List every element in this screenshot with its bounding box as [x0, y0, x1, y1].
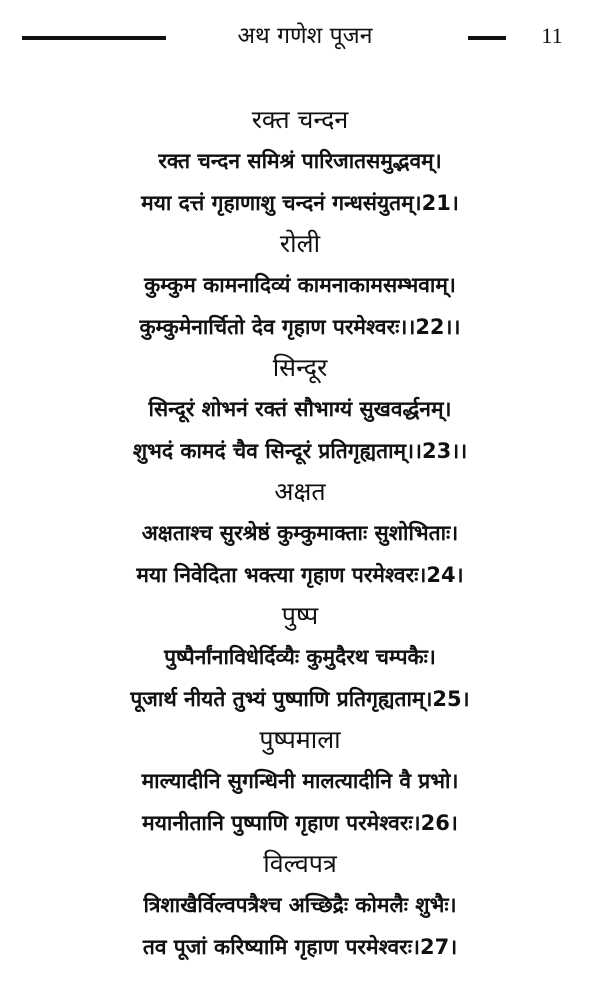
- verse-line: तव पूजां करिष्यामि गृहाण परमेश्वरः।27।: [142, 935, 458, 959]
- page-content: [0, 100, 600, 968]
- verse-line: पुष्पैर्नांनाविधेर्दिव्यैः कुमुदैरथ चम्पकैः।: [164, 645, 436, 669]
- section-pushp: [0, 596, 600, 720]
- section-roli: [0, 224, 600, 348]
- verse-line: कुम्कुमेनार्चितो देव गृहाण परमेश्वरः।।22।।: [139, 315, 461, 339]
- running-title: अथ गणेश पूजन: [237, 23, 373, 49]
- header-rule-left: [22, 36, 166, 40]
- section-vilvapatra: [0, 844, 600, 968]
- verse-line: शुभदं कामदं चैव सिन्दूरं प्रतिगृह्यताम्।।23।।: [132, 439, 468, 463]
- verse-line: त्रिशाखैर्विल्वपत्रैश्च अच्छिद्रैः कोमलैः शुभैः।: [143, 893, 457, 917]
- verse-line: पूजार्थ नीयते तुभ्यं पुष्पाणि प्रतिगृह्यताम्।25।: [130, 687, 470, 711]
- section-akshat: [0, 472, 600, 596]
- section-heading: रोली: [279, 229, 321, 258]
- section-heading: सिन्दूर: [272, 353, 328, 382]
- section-sindoor: [0, 348, 600, 472]
- verse-line: मया दत्तं गृहाणाशु चन्दनं गन्धसंयुतम्।21।: [141, 191, 459, 215]
- verse-line: कुम्कुम कामनादिव्यं कामनाकामसम्भवाम्।: [144, 273, 456, 297]
- verse-line: रक्त चन्दन समिश्रं पारिजातसमुद्भवम्।: [158, 149, 442, 173]
- section-heading: पुष्पमाला: [259, 725, 341, 754]
- verse-line: सिन्दूरं शोभनं रक्तं सौभाग्यं सुखवर्द्धनम्।: [148, 397, 452, 421]
- section-heading: अक्षत: [274, 477, 326, 506]
- verse-line: माल्यादीनि सुगन्धिनी मालत्यादीनि वै प्रभो।: [141, 769, 459, 793]
- header-rule-right: [468, 36, 506, 40]
- section-pushpmala: [0, 720, 600, 844]
- page-header: [0, 14, 600, 58]
- section-heading: पुष्प: [281, 601, 319, 630]
- section-rakta-chandan: [0, 100, 600, 224]
- verse-line: मया निवेदिता भक्त्या गृहाण परमेश्वरः।24।: [136, 563, 464, 587]
- section-heading: रक्त चन्दन: [251, 105, 349, 134]
- page-number: 11: [541, 23, 563, 48]
- verse-line: अक्षताश्च सुरश्रेष्ठं कुम्कुमाक्ताः सुशोभिताः।: [141, 521, 459, 545]
- section-heading: विल्वपत्र: [263, 849, 337, 878]
- verse-line: मयानीतानि पुष्पाणि गृहाण परमेश्वरः।26।: [142, 811, 458, 835]
